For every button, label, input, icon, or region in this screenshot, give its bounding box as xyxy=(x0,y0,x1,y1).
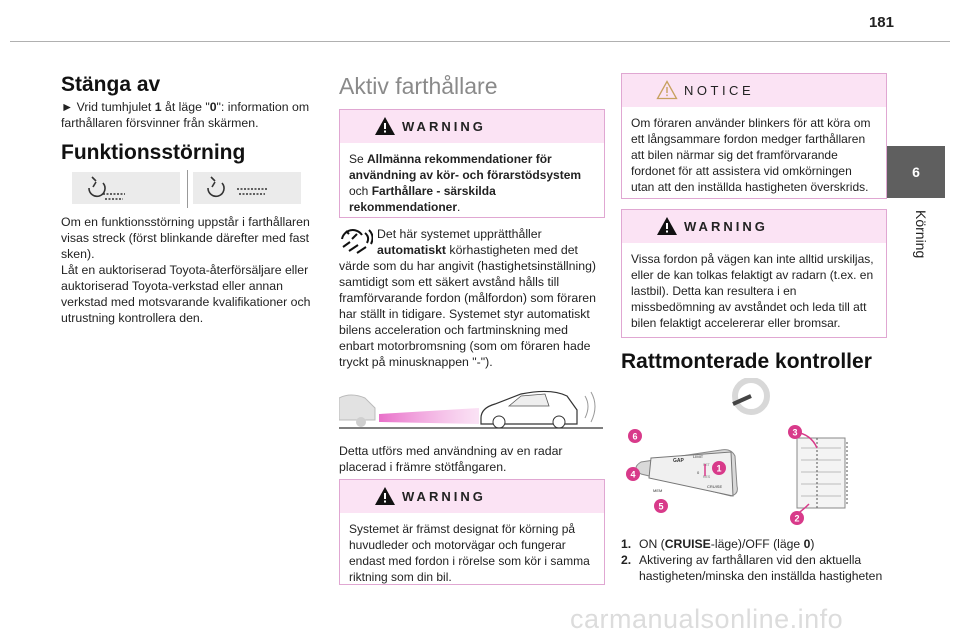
stalk-label-set: SET xyxy=(703,463,710,467)
notice-box xyxy=(621,73,887,199)
warning-label: WARNING xyxy=(402,119,486,134)
radar-illustration xyxy=(339,382,603,430)
warning-icon xyxy=(374,116,396,136)
stalk-label-mem: MEM xyxy=(653,488,663,493)
warning-header xyxy=(340,480,604,513)
callout-3 xyxy=(788,425,802,439)
watermark: carmanualsonline.info xyxy=(570,604,844,634)
callout-2 xyxy=(790,511,804,525)
header-divider xyxy=(10,41,950,42)
stalk-label-cruise: CRUISE xyxy=(707,484,723,489)
svg-text:1: 1 xyxy=(716,463,722,474)
svg-text:3: 3 xyxy=(792,427,798,438)
steering-controls-illustration xyxy=(621,378,885,528)
warning-3-text: Vissa fordon på vägen kan inte alltid urskiljas, eller de kan tolkas felaktigt av radarn (t.ex. en lastbil). Detta kan resultera i en missbedömning av avståndet och leda till att bilen felaktigt accelererar eller bromsar. xyxy=(631,252,874,330)
controls-steps xyxy=(621,536,883,584)
acc-intro-line1: Det här systemet upprätthåller xyxy=(377,227,542,241)
warning-label: WARNING xyxy=(402,489,486,504)
svg-text:6: 6 xyxy=(632,431,638,442)
malfunction-text: Om en funktionsstörning uppstår i farthållaren visas streck (först blinkande därefter med fast sken). Låt en auktoriserad Toyota-återförsäljare eller auktoriserad Toyota-verkstad eller annan verkstad med motsvarande kvalifikationer och utrustning kontrollera den. xyxy=(61,215,311,325)
steering-wheel-icon xyxy=(733,380,767,412)
stalk-label-zero: 0 xyxy=(697,470,700,475)
radar-text: Detta utförs med användning av en radar placerad i främre stötfångaren. xyxy=(339,444,563,474)
notice-text: Om föraren använder blinkers för att köra om ett långsammare fordon medger farthållaren att bilen närmar sig det framförvarande fordonet för att assistera vid omkörningen utan att den inställda hastigheten överskrids. xyxy=(631,116,871,194)
acc-heading: Aktiv farthållare xyxy=(339,73,498,99)
controls-heading: Rattmonterade kontroller xyxy=(621,350,872,373)
svg-text:5: 5 xyxy=(658,501,664,512)
stalk-label-res: RES xyxy=(703,475,711,479)
warning-box-1 xyxy=(339,109,605,218)
notice-icon xyxy=(656,80,678,100)
chapter-tab[interactable]: 6 xyxy=(887,146,945,198)
warning-icon xyxy=(374,486,396,506)
page-number: 181 xyxy=(868,14,894,31)
stop-text: ► Vrid tumhjulet 1 åt läge "0": information om farthållaren försvinner från skärmen. xyxy=(61,100,310,130)
warning-1-text: Se Allmänna rekommendationer för användning av kör- och förarstödsystem och Farthållare - särskilda rekommendationer. xyxy=(349,152,582,214)
callout-4 xyxy=(626,467,640,481)
step-item: 2. Aktivering av farthållaren vid den aktuella hastigheten/minska den inställda hastigheten xyxy=(621,553,883,583)
paddle-controls xyxy=(795,432,847,514)
warning-box-2 xyxy=(339,479,605,585)
callout-6 xyxy=(628,429,642,443)
malfunction-heading: Funktionsstörning xyxy=(61,141,246,164)
stalk-label-gap: GAP xyxy=(673,458,684,464)
notice-header xyxy=(622,74,886,107)
stop-heading: Stänga av xyxy=(61,73,161,96)
stalk-label-limit: LIMIT xyxy=(693,454,704,459)
warning-2-text: Systemet är främst designat för körning på huvudleder och motorvägar och fungerar endast med fordon i rörelse som kör i samma riktning som din bil. xyxy=(349,522,590,584)
illustration-divider xyxy=(187,170,188,208)
callout-1 xyxy=(712,461,726,475)
warning-header xyxy=(622,210,886,243)
malfunction-display-dashes xyxy=(72,172,180,204)
callout-5 xyxy=(654,499,668,513)
warning-box-3 xyxy=(621,209,887,338)
warning-label: WARNING xyxy=(684,219,768,234)
chapter-title: Körning xyxy=(913,210,929,259)
step-item: 1. ON (CRUISE-läge)/OFF (läge 0) xyxy=(621,537,815,551)
acc-intro-text: automatiskt körhastigheten med det värde som du har angivit (hastighetsinställning) samtidigt som ett säkert avstånd hålls till framförvarande fordon (målfordon) som föraren har ställt in tidigare. Systemet styr automatiskt bilens acceleration och fartminskning med enbart motorbromsning (som om föraren hade tryckt på minusknappen "-"). xyxy=(339,243,597,369)
svg-text:2: 2 xyxy=(794,513,800,524)
warning-icon xyxy=(656,216,678,236)
malfunction-display-dashes-2 xyxy=(193,172,301,204)
notice-label: NOTICE xyxy=(684,83,755,98)
warning-header xyxy=(340,110,604,143)
svg-text:4: 4 xyxy=(630,469,636,480)
